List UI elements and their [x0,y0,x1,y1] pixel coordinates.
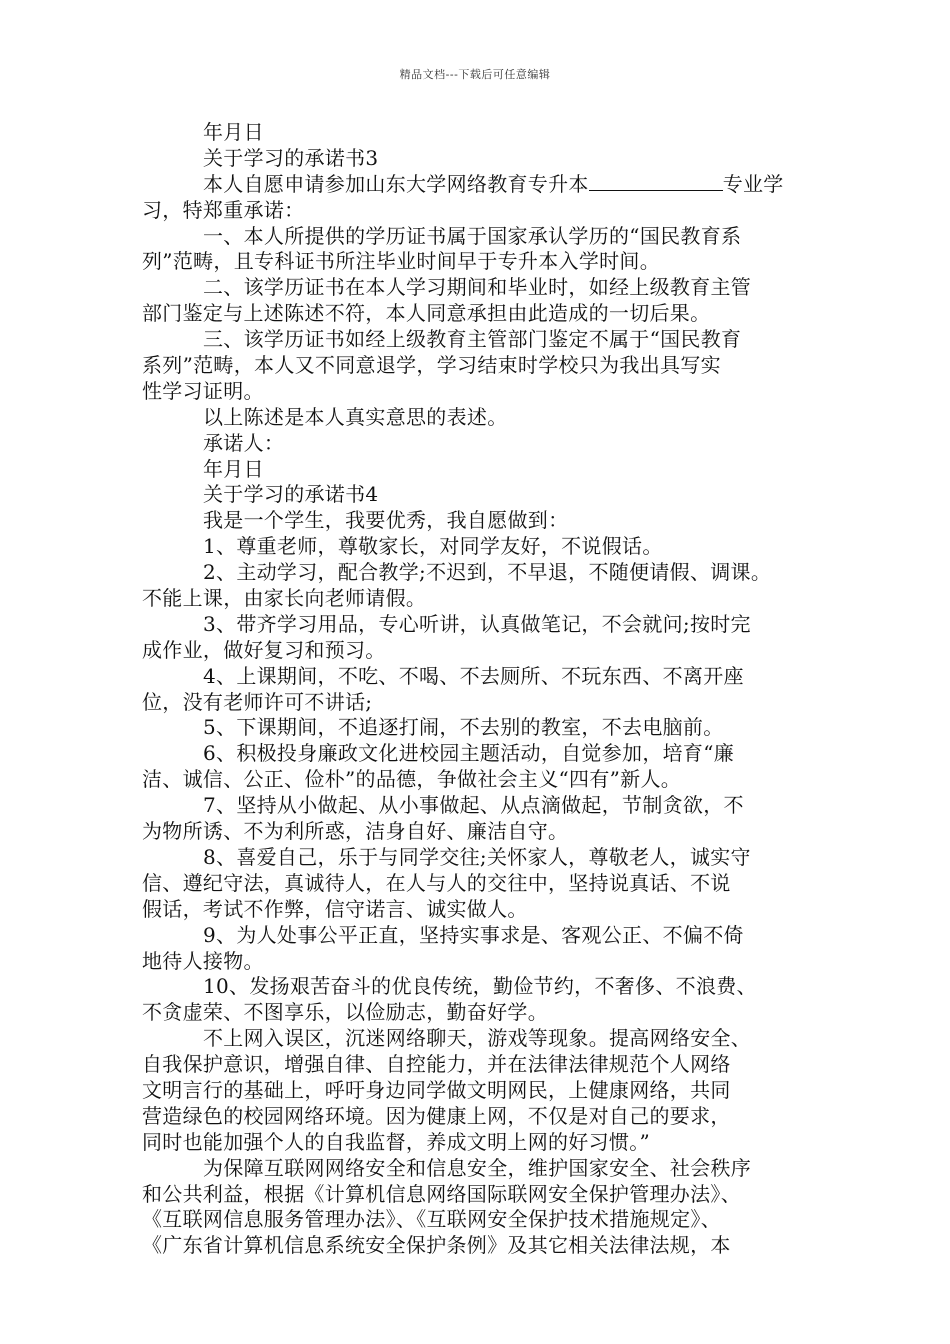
text-line: 一、本人所提供的学历证书属于国家承认学历的“国民教育系 [203,223,742,248]
text-line: 年月日 [203,120,264,144]
text-line: 2、主动学习，配合教学;不迟到，不早退，不随便请假、调课。 [203,560,772,585]
text-line: 年月日 [203,456,264,481]
text-line: 《互联网信息服务管理办法》、《互联网安全保护技术措施规定》、 [142,1207,721,1232]
text-line: 9、为人处事公平正直，坚持实事求是、客观公正、不偏不倚 [203,922,744,947]
text-line: 性学习证明。 [142,378,264,403]
text-line: 列”范畴，且专科证书所注毕业时间早于专升本入学时间。 [142,249,661,274]
text-line: 部门鉴定与上述陈述不符，本人同意承担由此造成的一切后果。 [142,301,711,326]
fill-in-blank [589,172,723,191]
text-line: 我是一个学生，我要优秀，我自愿做到： [203,508,569,533]
text-line: 营造绿色的校园网络环境。因为健康上网，不仅是对自己的要求， [142,1103,731,1128]
text-line: 三、该学历证书如经上级教育主管部门鉴定不属于“国民教育 [203,327,742,352]
text-line: 10、发扬艰苦奋斗的优良传统，勤俭节约，不奢侈、不浪费、 [203,974,757,999]
document-body [142,120,822,1259]
text-line: 6、积极投身廉政文化进校园主题活动，自觉参加，培育“廉 [203,741,735,766]
text-line: 习，特郑重承诺： [142,197,305,222]
text-line: 5、下课期间，不追逐打闹，不去别的教室，不去电脑前。 [203,715,724,740]
text-line: 文明言行的基础上，呼吁身边同学做文明网民，上健康网络，共同 [142,1077,731,1102]
text-line: 自我保护意识，增强自律、自控能力，并在法律法律规范个人网络 [142,1052,731,1077]
text-line [142,172,822,198]
text-line: 为物所诱、不为利所惑，洁身自好、廉洁自守。 [142,819,569,844]
text-line: 7、坚持从小做起、从小事做起、从点滴做起，节制贪欲，不 [203,793,744,818]
text-line: 和公共利益，根据《计算机信息网络国际联网安全保护管理办法》、 [142,1181,741,1206]
text-line: 不能上课，由家长向老师请假。 [142,586,427,611]
text-line: 以上陈述是本人真实意思的表述。 [203,404,508,429]
text-line: 系列”范畴，本人又不同意退学，学习结束时学校只为我出具写实 [142,353,721,378]
text-line: 洁、诚信、公正、俭朴”的品德，争做社会主义“四有”新人。 [142,767,682,792]
text-line: 1、尊重老师，尊敬家长，对同学友好，不说假话。 [203,534,663,559]
text-segment: 本人自愿申请参加山东大学网络教育专升本 [203,171,589,196]
text-line: 为保障互联网网络安全和信息安全，维护国家安全、社会秩序 [203,1155,752,1180]
text-line: 不贪虚荣、不图享乐，以俭励志，勤奋好学。 [142,1000,548,1025]
text-line: 成作业，做好复习和预习。 [142,637,386,662]
text-line: 不上网入误区，沉迷网络聊天，游戏等现象。提高网络安全、 [203,1026,752,1051]
text-line: 假话，考试不作弊，信守诺言、诚实做人。 [142,896,528,921]
text-line: 4、上课期间，不吃、不喝、不去厕所、不玩东西、不离开座 [203,663,744,688]
text-line: 承诺人： [203,430,285,455]
text-line: 《广东省计算机信息系统安全保护条例》及其它相关法律法规，本 [142,1233,731,1258]
text-line: 关于学习的承诺书4 [203,482,379,507]
text-line: 3、带齐学习用品，专心听讲，认真做笔记，不会就问;按时完 [203,611,751,636]
text-line: 位，没有老师许可不讲话; [142,689,373,714]
text-line: 二、该学历证书在本人学习期间和毕业时，如经上级教育主管 [203,275,752,300]
text-line: 8、喜爱自己，乐于与同学交往;关怀家人，尊敬老人，诚实守 [203,844,751,869]
page-header: 精品文档---下载后可任意编辑 [399,68,551,81]
text-line: 关于学习的承诺书3 [203,145,379,170]
text-segment: 专业学 [722,171,784,196]
text-line: 地待人接物。 [142,948,264,973]
text-line: 同时也能加强个人的自我监督，养成文明上网的好习惯。” [142,1129,651,1154]
text-line: 信、遵纪守法，真诚待人，在人与人的交往中，坚持说真话、不说 [142,870,731,895]
